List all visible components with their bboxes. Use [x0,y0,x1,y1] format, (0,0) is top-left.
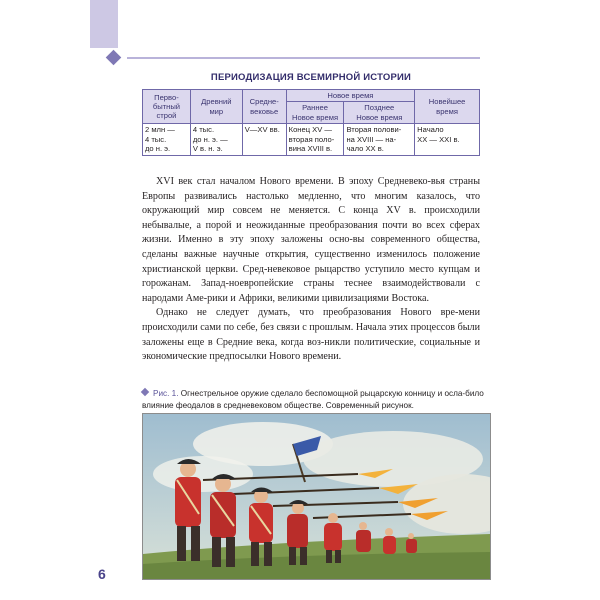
header-contemporary: Новейшее время [415,90,480,124]
cell-ancient: 4 тыс. до н. э. — V в. н. э. [190,124,242,155]
header-medieval: Средне- вековье [242,90,286,124]
paragraph: XVI век стал началом Нового времени. В эпоху Средневеко-вья страны Европы развивались настолько медленно, что многим казалось, что окружающий мир совсем не меняется. С конца XV в. происходили небывалые, а порой и неожиданные преобразования почти во всех сферах жизни. Именно в эту эпоху заложены осно-вы современного общества, сделаны важные научные открытия, существенно изменилось положение христианской церкви. Сред-невековое рыцарство уступило место купцам и горожанам. Запад-ноевропейские страны теснее взаимодействовали с народами Аме-рики и Африки, великими цивилизациями Востока. [142,176,480,304]
body-text [142,175,480,365]
cell-medieval: V—XV вв. [242,124,286,155]
caption-label: Рис. 1. [153,389,179,398]
cell-contemporary: Начало XX — XXI в. [415,124,480,155]
header-ancient: Древний мир [190,90,242,124]
table-row [143,124,480,155]
margin-bar [90,0,118,48]
cell-early-modern: Конец XV — вторая поло- вина XVIII в. [286,124,344,155]
cell-late-modern: Вторая полови- на XVIII — на- чало XX в. [344,124,415,155]
header-late-modern: Позднее Новое время [344,102,415,124]
table-title: ПЕРИОДИЗАЦИЯ ВСЕМИРНОЙ ИСТОРИИ [210,72,412,83]
page-number: 6 [98,566,106,582]
header-primitive: Перво- бытный строй [143,90,191,124]
header-rule [127,57,480,59]
musketeers-painting [143,414,490,579]
figure-caption [142,388,487,411]
paragraph: Однако не следует думать, что преобразования Нового вре-мени происходили сами по себе, без связи с прошлым. Начала этих процессов были заложены еще в Средние века, когда воз-никли политические, социальные и экономические предпосылки Нового времени. [142,307,480,363]
section-diamond-icon [106,50,122,66]
header-early-modern: Раннее Новое время [286,102,344,124]
musketeers-illustration [142,413,491,580]
caption-diamond-icon [141,388,149,396]
cell-primitive: 2 млн — 4 тыс. до н. э. [143,124,191,155]
periodization-table [142,89,480,156]
caption-text: Огнестрельное оружие сделало беспомощной рыцарскую конницу и осла-било влияние феодалов в средневековом обществе. Современный рисунок. [142,389,484,410]
table-header-row [143,90,480,102]
header-modern: Новое время [286,90,415,102]
